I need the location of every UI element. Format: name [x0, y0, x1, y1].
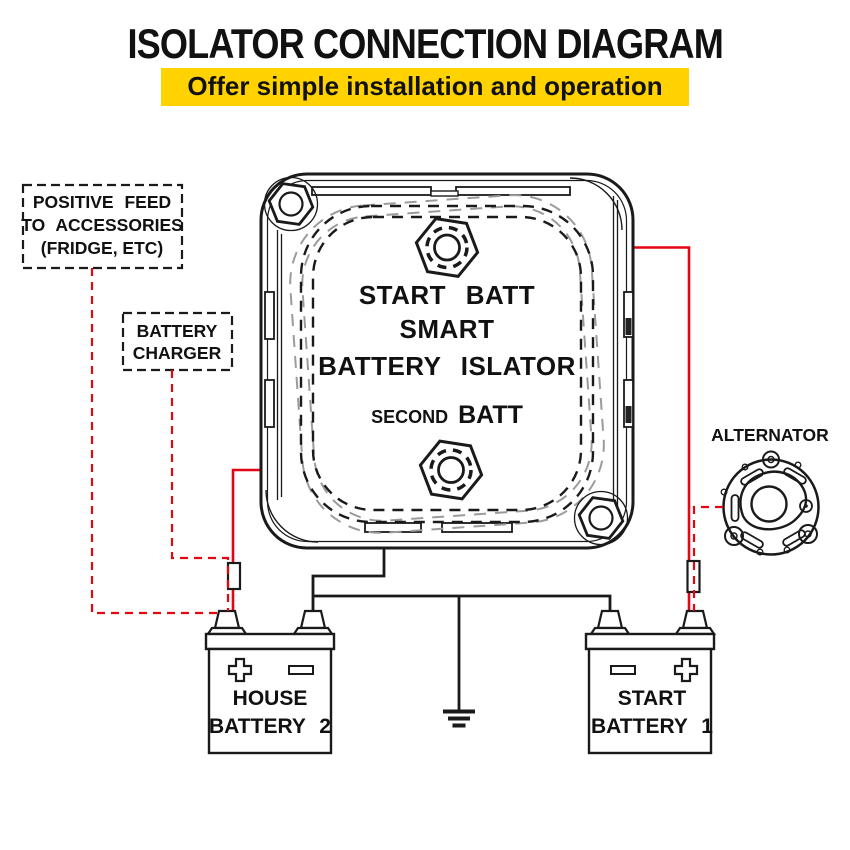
isolator-label-line3: BATTERY ISLATOR [318, 351, 576, 381]
isolator-label-line1: START BATT [358, 280, 536, 310]
ground-wiring [313, 545, 610, 726]
alternator-shaft [752, 487, 787, 522]
ground-bus-wire [313, 596, 610, 611]
alternator [711, 425, 829, 555]
wire-isolator-to-house-negative [313, 545, 384, 611]
mounting-bolt-bottom-right [575, 492, 628, 545]
isolator-label-second-batt: SECOND BATT [371, 401, 523, 429]
wire-accessories-feed [92, 268, 222, 613]
alternator-label: ALTERNATOR [711, 425, 829, 445]
accessories-callout [21, 185, 183, 268]
fuse-house-side [228, 563, 240, 589]
house-battery-label-line1: HOUSE [232, 687, 308, 710]
charger-line1: BATTERY [136, 321, 218, 341]
start-battery-positive-post [676, 611, 714, 634]
house-battery-positive-post [208, 611, 246, 634]
accessories-line2: TO ACCESSORIES [21, 215, 183, 235]
minus-symbol-icon [611, 666, 635, 674]
page-title-text: ISOLATOR CONNECTION DIAGRAM [127, 20, 723, 67]
start-battery-lid [586, 634, 714, 649]
start-battery-label-line2: BATTERY 1 [591, 715, 713, 738]
wire-alternator-feed [694, 507, 723, 611]
house-battery [206, 611, 334, 753]
battery-isolator [261, 174, 633, 548]
wire-battery-charger [172, 370, 228, 611]
charger-callout [123, 313, 232, 370]
accessories-line3: (FRIDGE, ETC) [40, 238, 164, 258]
house-battery-label-line2: BATTERY 2 [209, 715, 331, 738]
minus-symbol-icon [289, 666, 313, 674]
start-battery [586, 611, 714, 753]
mounting-bolt-top-left [265, 178, 318, 231]
ground-symbol-icon [443, 712, 475, 726]
charger-line2: CHARGER [132, 343, 222, 363]
subtitle-text: Offer simple installation and operation [161, 68, 688, 106]
start-battery-label-line1: START [617, 687, 687, 710]
house-battery-negative-post [294, 611, 332, 634]
house-battery-lid [206, 634, 334, 649]
accessories-line1: POSITIVE FEED [32, 192, 172, 212]
start-battery-negative-post [591, 611, 629, 634]
isolator-label-line2: SMART [399, 314, 495, 344]
